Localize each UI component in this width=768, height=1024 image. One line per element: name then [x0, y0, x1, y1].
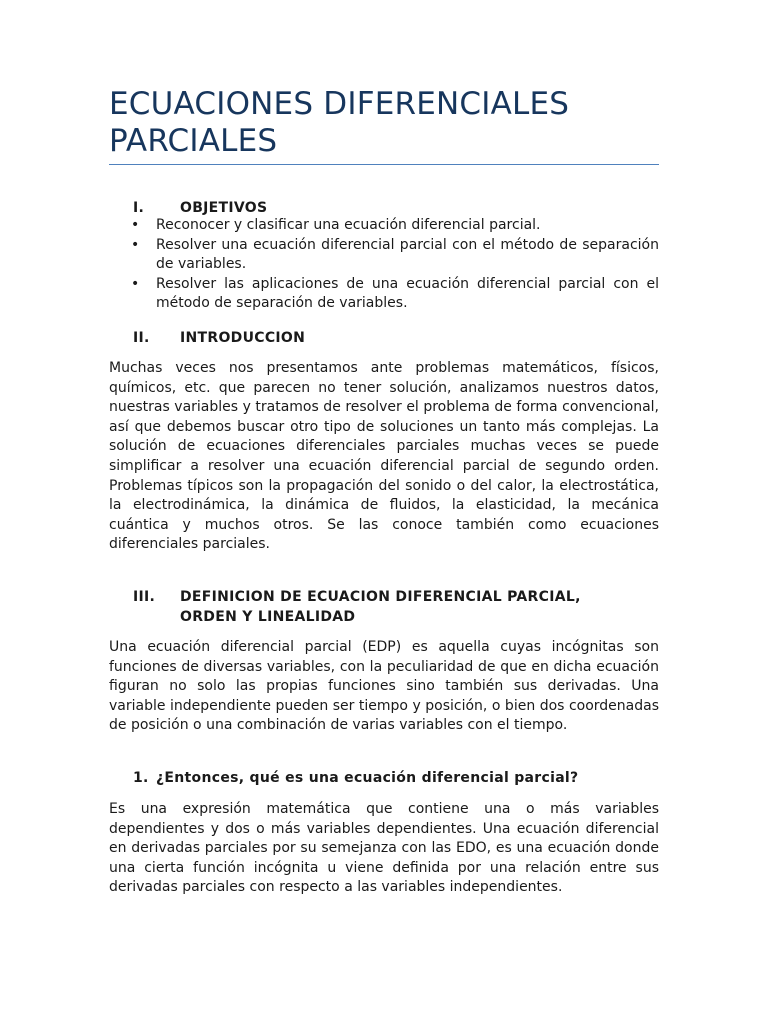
list-item-text: Reconocer y clasificar una ecuación diferencial parcial.	[156, 217, 541, 233]
section-heading-definicion	[109, 587, 659, 627]
list-item-text: Resolver una ecuación diferencial parcial con el método de separación de variables.	[156, 236, 659, 272]
bullet-icon: •	[131, 275, 140, 292]
section-number: II.	[133, 330, 150, 346]
section-title: INTRODUCCION	[180, 330, 306, 346]
objectives-list	[109, 216, 659, 314]
list-item	[109, 236, 659, 275]
list-item	[109, 216, 659, 236]
list-item	[109, 275, 659, 314]
list-item-text: Resolver las aplicaciones de una ecuación diferencial parcial con el método de separación de variables.	[156, 275, 659, 311]
section-number: I.	[133, 200, 145, 216]
section-number: III.	[133, 589, 156, 605]
title-underline-rule	[109, 164, 659, 165]
section-title: OBJETIVOS	[180, 200, 268, 216]
definicion-paragraph: Una ecuación diferencial parcial (EDP) es aquella cuyas incógnitas son funciones de diversas variables, con la peculiaridad de que en dicha ecuación figuran no solo las propias funciones sino también sus derivadas. Una variable independiente pueden ser tiempo y posición, o bien dos coordenadas de posición o una combinación de varias variables con el tiempo.	[109, 639, 659, 734]
bullet-icon: •	[131, 217, 140, 233]
document-title: ECUACIONES DIFERENCIALES PARCIALES	[109, 86, 570, 159]
subsection-paragraph: Es una expresión matemática que contiene una o más variables dependientes y dos o más variables dependientes. Una ecuación diferencial en derivadas parciales por su semejanza con las EDO, es una ecuación donde una cierta función incógnita u viene definida por una relación entre sus derivadas parciales con respecto a las variables independientes.	[109, 801, 659, 896]
subsection-number: 1.	[133, 770, 149, 786]
bullet-icon: •	[131, 236, 140, 253]
subsection-title: ¿Entonces, qué es una ecuación diferencial parcial?	[156, 770, 579, 786]
introduccion-paragraph: Muchas veces nos presentamos ante problemas matemáticos, físicos, químicos, etc. que parecen no tener solución, analizamos nuestros datos, nuestras variables y tratamos de resolver el problema de forma convencional, así que debemos buscar otro tipo de soluciones un tanto más complejas. La solución de ecuaciones diferenciales parciales muchas veces se puede simplificar a resolver una ecuación diferencial parcial de segundo orden. Problemas típicos son la propagación del sonido o del calor, la electrostática, la electrodinámica, la dinámica de fluidos, la elasticidad, la mecánica cuántica y muchos otros. Se las conoce también como ecuaciones diferenciales parciales.	[109, 360, 659, 553]
section-title: DEFINICION DE ECUACION DIFERENCIAL PARCIAL, ORDEN Y LINEALIDAD	[180, 589, 581, 625]
